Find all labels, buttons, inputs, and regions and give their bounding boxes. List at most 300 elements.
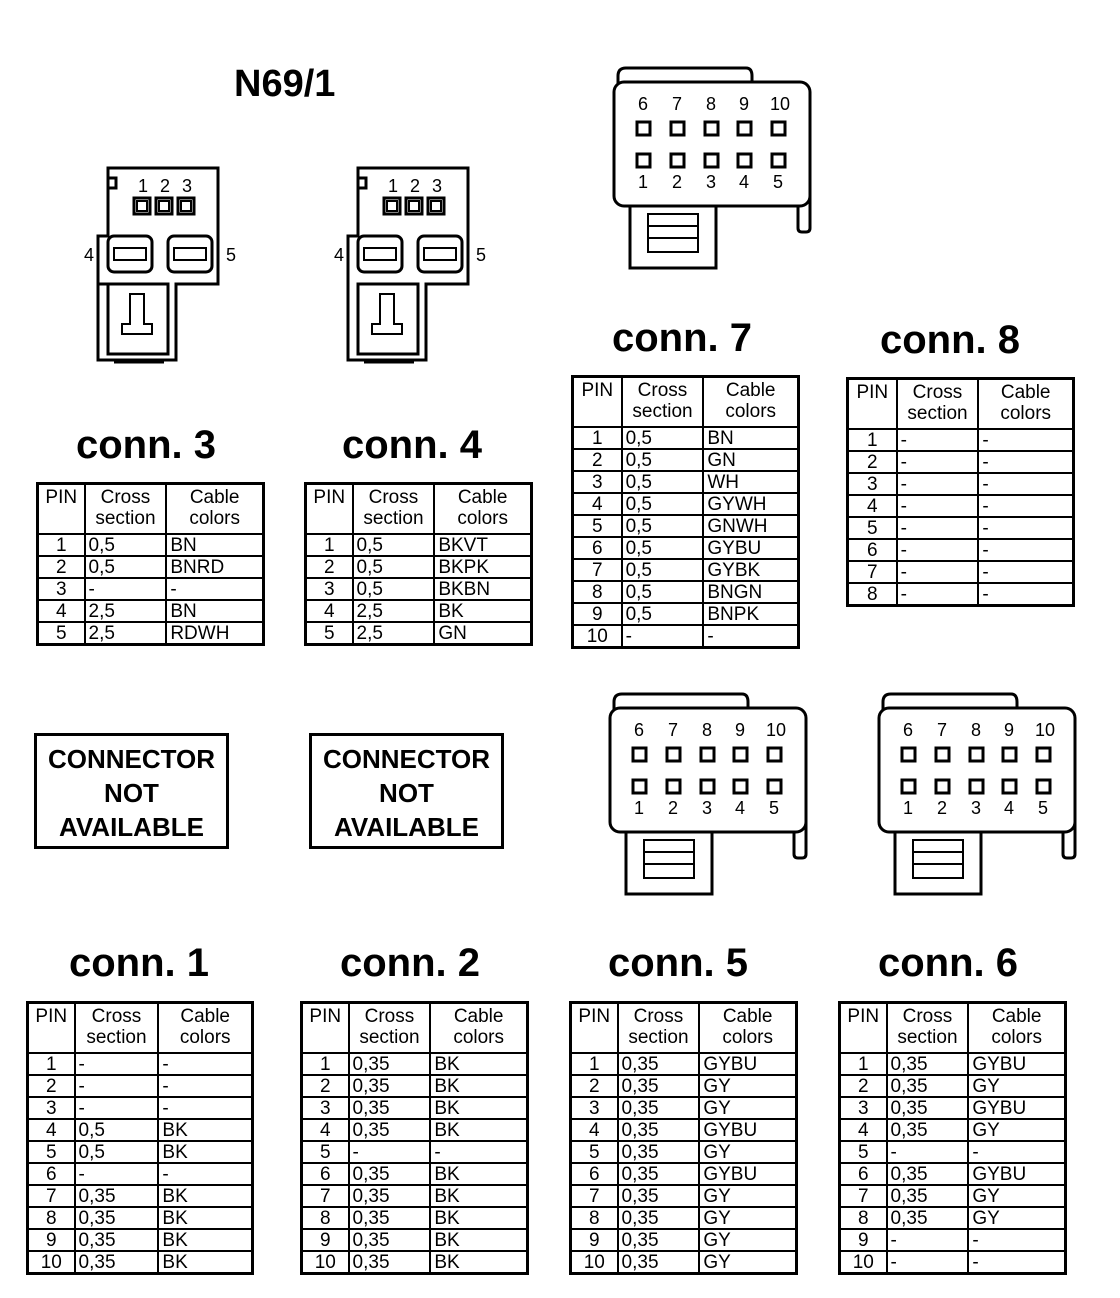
pin-label-5: 5 [226, 245, 237, 265]
pin-number: 7 [848, 561, 897, 583]
pin-label-4: 4 [739, 172, 750, 192]
cross-section-value: 0,35 [349, 1185, 431, 1207]
cable-color-value: - [978, 583, 1073, 606]
cable-color-value: - [968, 1251, 1065, 1274]
pin-number: 7 [302, 1185, 349, 1207]
cross-section-value: 0,35 [887, 1185, 969, 1207]
cable-color-value: GY [968, 1185, 1065, 1207]
conn4-title: conn. 4 [342, 423, 483, 467]
pin-label-9: 9 [735, 720, 746, 740]
small-connector-shape [98, 168, 218, 362]
cross-section-value: 0,5 [622, 515, 704, 537]
cross-section-value: 0,35 [349, 1229, 431, 1251]
cable-color-value: BK [158, 1119, 252, 1141]
cable-color-value: BK [430, 1185, 527, 1207]
small-connector-shape [348, 168, 468, 362]
cable-color-value: GYBK [703, 559, 798, 581]
table-row [38, 556, 264, 578]
pin-number: 8 [28, 1207, 75, 1229]
cable-color-value: - [978, 451, 1073, 473]
header-cable-colors: Cable colors [434, 484, 531, 535]
cable-color-value: GYBU [968, 1097, 1065, 1119]
pin-number: 6 [302, 1163, 349, 1185]
cable-color-value: GYBU [699, 1053, 796, 1075]
table-row [573, 559, 799, 581]
cross-section-value: 0,35 [887, 1119, 969, 1141]
pin-number: 5 [840, 1141, 887, 1163]
cross-section-value: - [897, 451, 979, 473]
table-row [302, 1229, 528, 1251]
cross-section-value: 0,35 [349, 1207, 431, 1229]
pin-number: 8 [840, 1207, 887, 1229]
header-pin: PIN [302, 1003, 349, 1054]
header-cable-colors: Cable colors [968, 1003, 1065, 1054]
header-pin: PIN [28, 1003, 75, 1054]
pin-label-8: 8 [971, 720, 982, 740]
table-row [840, 1141, 1066, 1163]
cross-section-value: 0,35 [887, 1075, 969, 1097]
cable-color-value: BNPK [703, 603, 798, 625]
pin-number: 7 [571, 1185, 618, 1207]
table-row [840, 1075, 1066, 1097]
table-row [848, 583, 1074, 606]
pin-number: 9 [571, 1229, 618, 1251]
table-row [28, 1251, 253, 1274]
table-row [306, 600, 532, 622]
pin-number: 4 [28, 1119, 75, 1141]
table-header-row [573, 377, 799, 428]
table-row [306, 556, 532, 578]
cross-section-value: 0,35 [618, 1185, 700, 1207]
cable-color-value: GY [699, 1141, 796, 1163]
pin-number: 10 [28, 1251, 75, 1274]
header-cross-section: Cross section [75, 1003, 159, 1054]
cross-section-value: 0,35 [349, 1119, 431, 1141]
pin-number: 5 [571, 1141, 618, 1163]
header-pin: PIN [840, 1003, 887, 1054]
table-row [38, 534, 264, 556]
table-row [28, 1075, 253, 1097]
table-row [848, 473, 1074, 495]
conn7-pin-table [571, 375, 800, 649]
pin-number: 3 [840, 1097, 887, 1119]
cable-color-value: - [158, 1097, 252, 1119]
pin-number: 1 [573, 427, 622, 449]
cable-color-value: BK [430, 1097, 527, 1119]
pin-number: 4 [571, 1119, 618, 1141]
cable-color-value: - [968, 1141, 1065, 1163]
pin-label-7: 7 [672, 94, 683, 114]
conn2-pin-table [300, 1001, 529, 1275]
cross-section-value: - [75, 1053, 159, 1075]
pin-number: 1 [28, 1053, 75, 1075]
pin-number: 10 [302, 1251, 349, 1274]
table-row [571, 1185, 797, 1207]
table-row [840, 1097, 1066, 1119]
conn1-title: conn. 1 [69, 941, 210, 985]
cross-section-value: 0,35 [75, 1251, 159, 1274]
header-pin: PIN [38, 484, 85, 535]
table-row [306, 534, 532, 556]
cross-section-value: 0,5 [622, 471, 704, 493]
table-row [302, 1097, 528, 1119]
pin-label-3: 3 [971, 798, 982, 818]
cross-section-value: - [75, 1163, 159, 1185]
table-row [571, 1229, 797, 1251]
pin-number: 6 [28, 1163, 75, 1185]
table-row [840, 1207, 1066, 1229]
table-row [573, 449, 799, 471]
pin-number: 9 [302, 1229, 349, 1251]
pin-number: 4 [573, 493, 622, 515]
cable-color-value: GYBU [968, 1053, 1065, 1075]
cable-color-value: - [430, 1141, 527, 1163]
pin-number: 10 [573, 625, 622, 648]
table-header-row [38, 484, 264, 535]
conn5-pin-table [569, 1001, 798, 1275]
pin-number: 2 [306, 556, 353, 578]
cross-section-value: 2,5 [353, 622, 435, 645]
cross-section-value: 0,35 [618, 1163, 700, 1185]
table-row [840, 1229, 1066, 1251]
pin-number: 2 [302, 1075, 349, 1097]
pin-number: 5 [38, 622, 85, 645]
cross-section-value: 2,5 [85, 622, 167, 645]
pin-number: 3 [848, 473, 897, 495]
cable-color-value: BK [158, 1141, 252, 1163]
pin-number: 5 [848, 517, 897, 539]
table-row [573, 603, 799, 625]
cable-color-value: WH [703, 471, 798, 493]
table-row [840, 1053, 1066, 1075]
cable-color-value: BKVT [434, 534, 531, 556]
pin-label-9: 9 [1004, 720, 1015, 740]
cable-color-value: GY [699, 1097, 796, 1119]
cross-section-value: 0,5 [75, 1119, 159, 1141]
cross-section-value: - [75, 1097, 159, 1119]
table-row [28, 1141, 253, 1163]
table-row [848, 561, 1074, 583]
pin-number: 2 [840, 1075, 887, 1097]
cable-color-value: - [158, 1163, 252, 1185]
na-line-2: NOT [104, 778, 159, 808]
cable-color-value: - [978, 473, 1073, 495]
cable-color-value: GY [699, 1229, 796, 1251]
header-pin: PIN [573, 377, 622, 428]
cross-section-value: 0,35 [618, 1053, 700, 1075]
pin-label-7: 7 [937, 720, 948, 740]
cross-section-value: 0,35 [618, 1229, 700, 1251]
conn1-pin-table [26, 1001, 254, 1275]
pin-number: 3 [28, 1097, 75, 1119]
na-line-3: AVAILABLE [59, 812, 204, 842]
pin-number: 4 [302, 1119, 349, 1141]
cross-section-value: 0,35 [887, 1163, 969, 1185]
na-line-1: CONNECTOR [47, 744, 216, 774]
connector-5-drawing [606, 692, 810, 898]
pin-number: 6 [840, 1163, 887, 1185]
table-row [28, 1163, 253, 1185]
header-cross-section: Cross section [618, 1003, 700, 1054]
header-pin: PIN [306, 484, 353, 535]
pin-number: 9 [840, 1229, 887, 1251]
conn2-title: conn. 2 [340, 941, 481, 985]
cable-color-value: GYWH [703, 493, 798, 515]
cable-color-value: BK [430, 1119, 527, 1141]
table-row [571, 1251, 797, 1274]
cross-section-value: 0,5 [622, 537, 704, 559]
cable-color-value: GY [699, 1075, 796, 1097]
pin-number: 2 [848, 451, 897, 473]
cable-color-value: GY [968, 1075, 1065, 1097]
cross-section-value: 0,35 [618, 1097, 700, 1119]
connector-not-available-1 [34, 733, 229, 849]
cable-color-value: BK [158, 1185, 252, 1207]
table-row [571, 1207, 797, 1229]
cross-section-value: 2,5 [85, 600, 167, 622]
cross-section-value: 0,35 [887, 1053, 969, 1075]
pin-label-2: 2 [937, 798, 948, 818]
cable-color-value: GN [703, 449, 798, 471]
connector-7-drawing [610, 66, 814, 272]
pin-number: 1 [848, 429, 897, 451]
pin-label-2: 2 [160, 176, 171, 196]
cable-color-value: BK [430, 1053, 527, 1075]
table-row [302, 1251, 528, 1274]
table-row [302, 1053, 528, 1075]
header-cable-colors: Cable colors [430, 1003, 527, 1054]
conn3-title: conn. 3 [76, 423, 217, 467]
cross-section-value: 0,35 [618, 1075, 700, 1097]
table-row [840, 1185, 1066, 1207]
na-line-3: AVAILABLE [334, 812, 479, 842]
table-header-row [28, 1003, 253, 1054]
header-cross-section: Cross section [349, 1003, 431, 1054]
pin-number: 3 [302, 1097, 349, 1119]
cable-color-value: BKBN [434, 578, 531, 600]
pin-number: 5 [573, 515, 622, 537]
pin-label-5: 5 [1038, 798, 1049, 818]
cable-color-value: RDWH [166, 622, 263, 645]
cross-section-value: 0,35 [349, 1251, 431, 1274]
na-line-1: CONNECTOR [322, 744, 491, 774]
cable-color-value: GY [968, 1119, 1065, 1141]
table-row [848, 517, 1074, 539]
table-row [28, 1185, 253, 1207]
cross-section-value: 0,35 [349, 1097, 431, 1119]
pin-number: 2 [573, 449, 622, 471]
cable-color-value: BK [430, 1251, 527, 1274]
pin-label-3: 3 [182, 176, 193, 196]
table-header-row [840, 1003, 1066, 1054]
table-row [848, 451, 1074, 473]
pin-label-7: 7 [668, 720, 679, 740]
table-row [573, 625, 799, 648]
pin-label-4: 4 [84, 245, 95, 265]
cross-section-value: 0,35 [887, 1097, 969, 1119]
cable-color-value: - [158, 1053, 252, 1075]
header-cable-colors: Cable colors [158, 1003, 252, 1054]
table-row [302, 1207, 528, 1229]
connector-3-drawing [84, 166, 244, 366]
table-row [306, 622, 532, 645]
conn4-pin-table [304, 482, 533, 646]
pin-number: 5 [306, 622, 353, 645]
table-row [573, 515, 799, 537]
pin-number: 3 [38, 578, 85, 600]
cross-section-value: 0,35 [618, 1119, 700, 1141]
table-row [571, 1075, 797, 1097]
table-row [28, 1119, 253, 1141]
cross-section-value: - [349, 1141, 431, 1163]
pin-number: 2 [38, 556, 85, 578]
pin-number: 4 [848, 495, 897, 517]
table-row [573, 471, 799, 493]
table-row [302, 1163, 528, 1185]
pin-label-4: 4 [334, 245, 345, 265]
cross-section-value: - [887, 1141, 969, 1163]
na-line-2: NOT [379, 778, 434, 808]
table-row [302, 1075, 528, 1097]
cable-color-value: GYBU [968, 1163, 1065, 1185]
pin-label-4: 4 [735, 798, 746, 818]
pin-number: 1 [306, 534, 353, 556]
table-header-row [571, 1003, 797, 1054]
cross-section-value: 0,5 [622, 427, 704, 449]
table-row [848, 429, 1074, 451]
cable-color-value: - [703, 625, 798, 648]
cross-section-value: 0,35 [349, 1163, 431, 1185]
cross-section-value: 0,35 [349, 1075, 431, 1097]
header-cable-colors: Cable colors [978, 379, 1073, 430]
pin-label-3: 3 [432, 176, 443, 196]
cross-section-value: 0,5 [622, 581, 704, 603]
table-row [571, 1119, 797, 1141]
table-row [573, 537, 799, 559]
cable-color-value: GY [968, 1207, 1065, 1229]
cross-section-value: 0,5 [85, 534, 167, 556]
cross-section-value: 0,5 [622, 603, 704, 625]
table-row [38, 622, 264, 645]
cross-section-value: 0,35 [618, 1251, 700, 1274]
pin-label-1: 1 [388, 176, 399, 196]
cable-color-value: GNWH [703, 515, 798, 537]
connector-4-drawing [334, 166, 494, 366]
pin-number: 6 [573, 537, 622, 559]
header-cable-colors: Cable colors [703, 377, 798, 428]
header-cross-section: Cross section [353, 484, 435, 535]
pin-number: 7 [840, 1185, 887, 1207]
pin-number: 8 [302, 1207, 349, 1229]
pin-number: 8 [571, 1207, 618, 1229]
cable-color-value: GY [699, 1207, 796, 1229]
pin-number: 5 [302, 1141, 349, 1163]
table-row [302, 1185, 528, 1207]
pin-label-9: 9 [739, 94, 750, 114]
pin-number: 8 [573, 581, 622, 603]
pin-number: 7 [573, 559, 622, 581]
cross-section-value: - [622, 625, 704, 648]
cross-section-value: - [897, 561, 979, 583]
cross-section-value: 0,5 [622, 559, 704, 581]
cross-section-value: 0,35 [349, 1053, 431, 1075]
table-row [28, 1097, 253, 1119]
table-row [573, 493, 799, 515]
pin-label-6: 6 [903, 720, 914, 740]
pin-label-2: 2 [410, 176, 421, 196]
table-row [848, 495, 1074, 517]
pin-number: 8 [848, 583, 897, 606]
cross-section-value: 0,5 [622, 493, 704, 515]
pin-number: 1 [571, 1053, 618, 1075]
pin-label-10: 10 [766, 720, 787, 740]
pin-label-3: 3 [702, 798, 713, 818]
pin-number: 9 [28, 1229, 75, 1251]
cable-color-value: BN [703, 427, 798, 449]
cross-section-value: 0,35 [75, 1185, 159, 1207]
cross-section-value: 0,5 [622, 449, 704, 471]
table-header-row [848, 379, 1074, 430]
cross-section-value: - [897, 429, 979, 451]
table-row [302, 1141, 528, 1163]
header-cross-section: Cross section [622, 377, 704, 428]
cross-section-value: - [897, 495, 979, 517]
cross-section-value: 0,5 [353, 534, 435, 556]
pin-number: 2 [571, 1075, 618, 1097]
pin-label-10: 10 [770, 94, 791, 114]
pin-number: 1 [38, 534, 85, 556]
pin-label-1: 1 [634, 798, 645, 818]
cable-color-value: - [978, 429, 1073, 451]
cable-color-value: BN [166, 534, 263, 556]
cable-color-value: BNGN [703, 581, 798, 603]
pin-label-2: 2 [668, 798, 679, 818]
table-row [840, 1163, 1066, 1185]
header-cross-section: Cross section [897, 379, 979, 430]
pin-label-5: 5 [773, 172, 784, 192]
cable-color-value: - [978, 495, 1073, 517]
cross-section-value: 0,35 [75, 1229, 159, 1251]
pin-label-8: 8 [702, 720, 713, 740]
table-header-row [306, 484, 532, 535]
cross-section-value: 0,35 [618, 1207, 700, 1229]
cable-color-value: BN [166, 600, 263, 622]
header-cross-section: Cross section [887, 1003, 969, 1054]
table-row [571, 1141, 797, 1163]
conn8-pin-table [846, 377, 1075, 607]
table-row [573, 581, 799, 603]
pin-number: 2 [28, 1075, 75, 1097]
table-row [848, 539, 1074, 561]
table-row [306, 578, 532, 600]
pin-label-6: 6 [638, 94, 649, 114]
pin-label-3: 3 [706, 172, 717, 192]
conn8-title: conn. 8 [880, 318, 1021, 362]
table-row [28, 1229, 253, 1251]
pin-number: 4 [306, 600, 353, 622]
cross-section-value: 0,5 [75, 1141, 159, 1163]
cable-color-value: BK [158, 1229, 252, 1251]
table-row [38, 578, 264, 600]
pin-number: 10 [571, 1251, 618, 1274]
table-row [840, 1119, 1066, 1141]
conn3-pin-table [36, 482, 265, 646]
cross-section-value: - [897, 539, 979, 561]
pin-label-10: 10 [1035, 720, 1056, 740]
cable-color-value: - [978, 517, 1073, 539]
cross-section-value: - [897, 517, 979, 539]
pin-label-6: 6 [634, 720, 645, 740]
